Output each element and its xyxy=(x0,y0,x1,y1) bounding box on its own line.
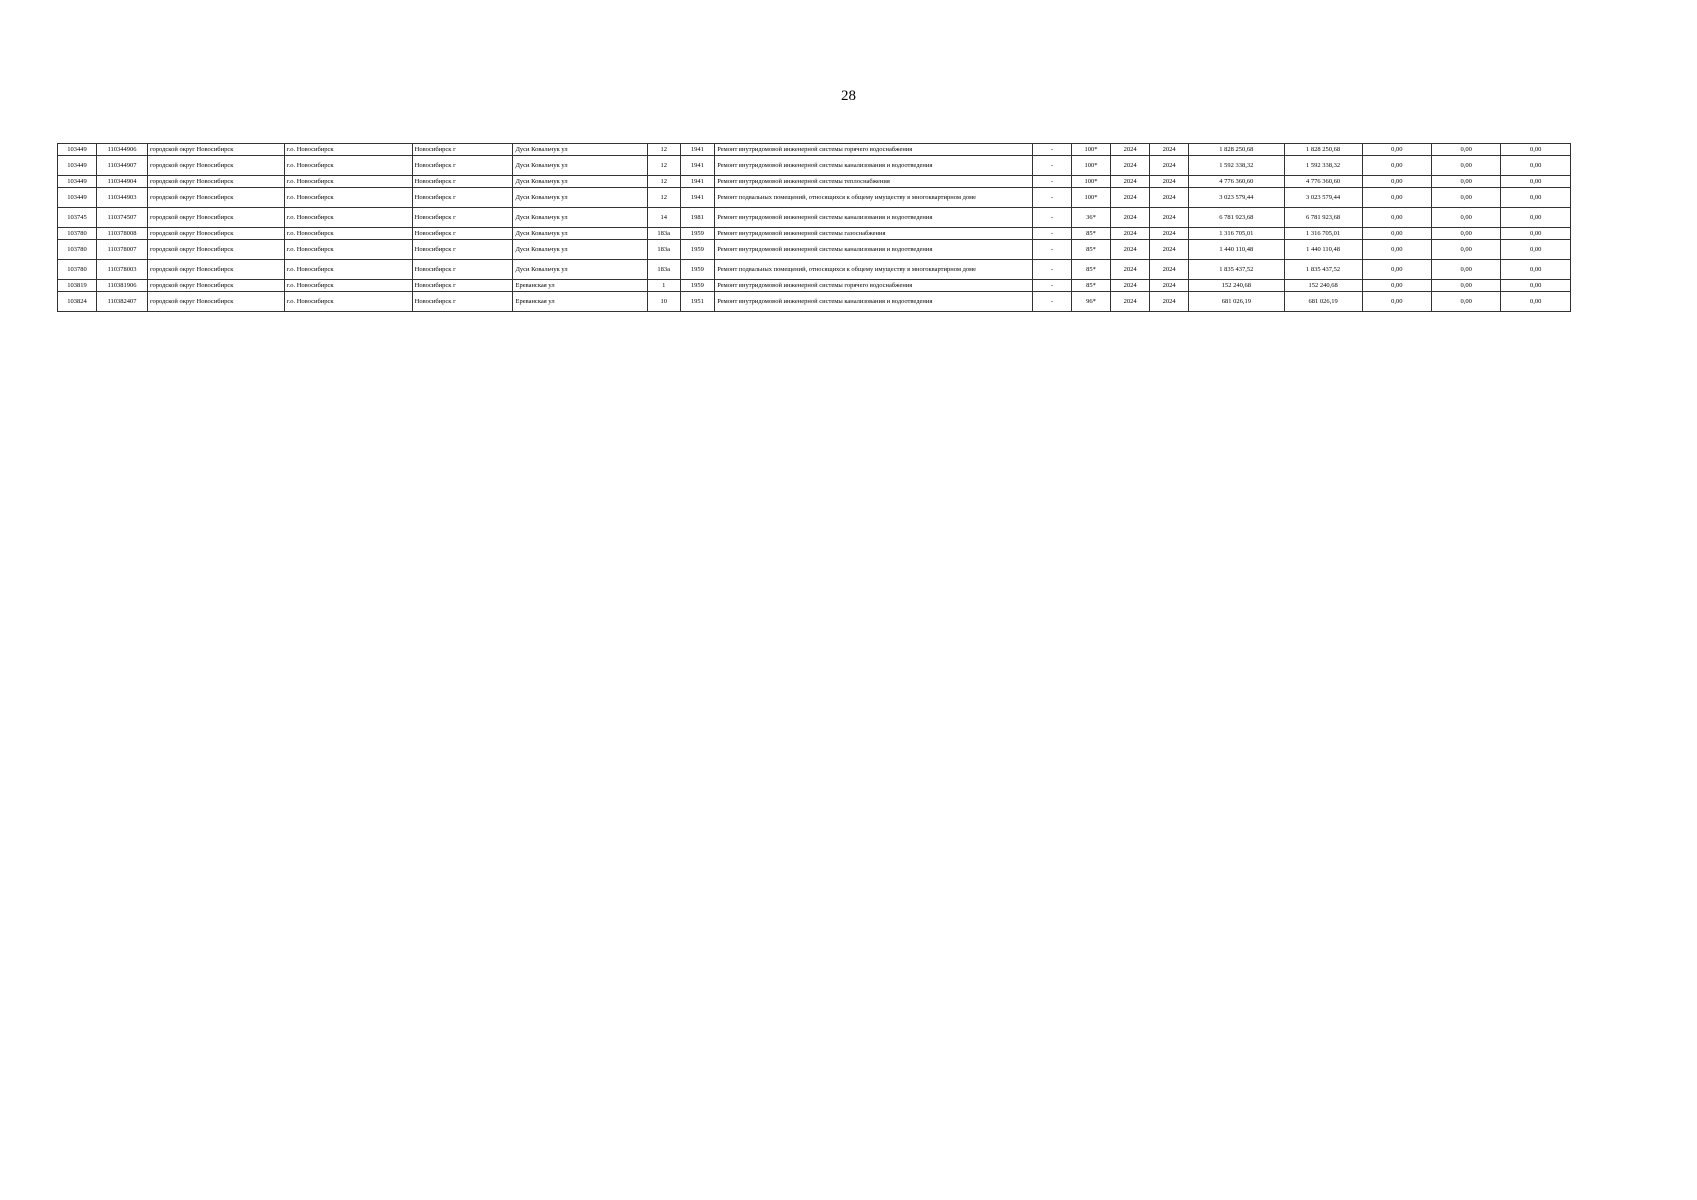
row-code: 103780 xyxy=(58,228,97,240)
row-amount: 6 781 923,68 xyxy=(1284,208,1362,228)
row-code: 103780 xyxy=(58,240,97,260)
row-year-start: 2024 xyxy=(1111,176,1150,188)
row-total: 1 440 110,48 xyxy=(1189,240,1284,260)
row-zero-2: 0,00 xyxy=(1432,208,1501,228)
row-year-end: 2024 xyxy=(1150,240,1189,260)
row-amount: 1 440 110,48 xyxy=(1284,240,1362,260)
row-city: Новосибирск г xyxy=(412,228,513,240)
row-code: 103745 xyxy=(58,208,97,228)
row-total: 4 776 360,60 xyxy=(1189,176,1284,188)
row-amount: 681 026,19 xyxy=(1284,292,1362,312)
row-dash: - xyxy=(1032,208,1071,228)
row-amount: 1 592 338,32 xyxy=(1284,156,1362,176)
row-year: 1951 xyxy=(680,292,715,312)
row-settlement: г.о. Новосибирск xyxy=(284,156,412,176)
row-work: Ремонт подвальных помещений, относящихся к общему имуществу в многоквартирном доме xyxy=(715,188,1033,208)
row-work: Ремонт внутридомовой инженерной системы канализования и водоотведения xyxy=(715,156,1033,176)
row-district: городской округ Новосибирск xyxy=(148,240,285,260)
row-city: Новосибирск г xyxy=(412,292,513,312)
row-zero-3: 0,00 xyxy=(1501,156,1571,176)
row-year-end: 2024 xyxy=(1150,228,1189,240)
row-work: Ремонт подвальных помещений, относящихся к общему имуществу в многоквартирном доме xyxy=(715,260,1033,280)
row-street: Ереванская ул xyxy=(513,280,647,292)
row-amount: 3 023 579,44 xyxy=(1284,188,1362,208)
row-district: городской округ Новосибирск xyxy=(148,144,285,156)
table-row xyxy=(58,280,1571,292)
row-city: Новосибирск г xyxy=(412,176,513,188)
row-zero-2: 0,00 xyxy=(1432,280,1501,292)
works-table-wrapper xyxy=(57,143,1571,312)
row-total: 1 828 250,68 xyxy=(1189,144,1284,156)
row-percent: 85* xyxy=(1072,280,1111,292)
row-street: Дуси Ковальчук ул xyxy=(513,156,647,176)
table-row xyxy=(58,260,1571,280)
row-total: 681 026,19 xyxy=(1189,292,1284,312)
row-settlement: г.о. Новосибирск xyxy=(284,144,412,156)
row-year-end: 2024 xyxy=(1150,280,1189,292)
row-house: 12 xyxy=(647,144,680,156)
row-total: 6 781 923,68 xyxy=(1189,208,1284,228)
row-dash: - xyxy=(1032,144,1071,156)
row-year-start: 2024 xyxy=(1111,156,1150,176)
row-district: городской округ Новосибирск xyxy=(148,228,285,240)
row-zero-3: 0,00 xyxy=(1501,292,1571,312)
row-zero-2: 0,00 xyxy=(1432,228,1501,240)
table-body xyxy=(58,144,1571,312)
row-zero-3: 0,00 xyxy=(1501,176,1571,188)
row-city: Новосибирск г xyxy=(412,144,513,156)
row-dash: - xyxy=(1032,280,1071,292)
row-percent: 100* xyxy=(1072,188,1111,208)
row-street: Дуси Ковальчук ул xyxy=(513,228,647,240)
row-amount: 1 316 705,01 xyxy=(1284,228,1362,240)
row-district: городской округ Новосибирск xyxy=(148,188,285,208)
row-house: 183а xyxy=(647,260,680,280)
row-street: Дуси Ковальчук ул xyxy=(513,188,647,208)
row-year-end: 2024 xyxy=(1150,176,1189,188)
table-row xyxy=(58,156,1571,176)
row-year-start: 2024 xyxy=(1111,228,1150,240)
row-zero-3: 0,00 xyxy=(1501,228,1571,240)
row-year: 1941 xyxy=(680,176,715,188)
row-settlement: г.о. Новосибирск xyxy=(284,228,412,240)
row-district: городской округ Новосибирск xyxy=(148,176,285,188)
row-city: Новосибирск г xyxy=(412,188,513,208)
row-id: 110378007 xyxy=(97,240,148,260)
page-number: 28 xyxy=(841,88,856,104)
row-work: Ремонт внутридомовой инженерной системы канализования и водоотведения xyxy=(715,208,1033,228)
row-house: 183а xyxy=(647,240,680,260)
row-percent: 85* xyxy=(1072,260,1111,280)
row-city: Новосибирск г xyxy=(412,156,513,176)
row-zero-1: 0,00 xyxy=(1362,292,1431,312)
row-zero-2: 0,00 xyxy=(1432,144,1501,156)
row-year: 1981 xyxy=(680,208,715,228)
row-id: 110344906 xyxy=(97,144,148,156)
row-percent: 36* xyxy=(1072,208,1111,228)
row-code: 103449 xyxy=(58,144,97,156)
row-district: городской округ Новосибирск xyxy=(148,280,285,292)
row-amount: 1 828 250,68 xyxy=(1284,144,1362,156)
row-settlement: г.о. Новосибирск xyxy=(284,260,412,280)
row-zero-2: 0,00 xyxy=(1432,240,1501,260)
row-year-start: 2024 xyxy=(1111,292,1150,312)
row-settlement: г.о. Новосибирск xyxy=(284,188,412,208)
row-house: 14 xyxy=(647,208,680,228)
row-percent: 85* xyxy=(1072,228,1111,240)
row-year: 1941 xyxy=(680,144,715,156)
row-zero-3: 0,00 xyxy=(1501,280,1571,292)
row-amount: 152 240,68 xyxy=(1284,280,1362,292)
row-percent: 100* xyxy=(1072,176,1111,188)
row-zero-1: 0,00 xyxy=(1362,280,1431,292)
row-district: городской округ Новосибирск xyxy=(148,260,285,280)
row-year: 1959 xyxy=(680,228,715,240)
row-zero-1: 0,00 xyxy=(1362,228,1431,240)
row-year-end: 2024 xyxy=(1150,260,1189,280)
row-dash: - xyxy=(1032,260,1071,280)
row-zero-2: 0,00 xyxy=(1432,260,1501,280)
row-total: 1 835 437,52 xyxy=(1189,260,1284,280)
row-id: 110378003 xyxy=(97,260,148,280)
row-work: Ремонт внутридомовой инженерной системы горячего водоснабжения xyxy=(715,280,1033,292)
row-zero-1: 0,00 xyxy=(1362,144,1431,156)
row-street: Ереванская ул xyxy=(513,292,647,312)
row-code: 103780 xyxy=(58,260,97,280)
row-zero-3: 0,00 xyxy=(1501,188,1571,208)
row-work: Ремонт внутридомовой инженерной системы канализования и водоотведения xyxy=(715,240,1033,260)
row-house: 183а xyxy=(647,228,680,240)
row-year: 1959 xyxy=(680,240,715,260)
row-code: 103449 xyxy=(58,176,97,188)
row-settlement: г.о. Новосибирск xyxy=(284,280,412,292)
row-zero-2: 0,00 xyxy=(1432,188,1501,208)
row-street: Дуси Ковальчук ул xyxy=(513,176,647,188)
row-id: 110374507 xyxy=(97,208,148,228)
row-code: 103449 xyxy=(58,156,97,176)
works-table xyxy=(57,143,1571,312)
row-work: Ремонт внутридомовой инженерной системы теплоснабжения xyxy=(715,176,1033,188)
row-year-start: 2024 xyxy=(1111,240,1150,260)
row-zero-3: 0,00 xyxy=(1501,208,1571,228)
row-year-start: 2024 xyxy=(1111,208,1150,228)
row-zero-1: 0,00 xyxy=(1362,208,1431,228)
row-id: 110344907 xyxy=(97,156,148,176)
row-percent: 100* xyxy=(1072,144,1111,156)
row-street: Дуси Ковальчук ул xyxy=(513,208,647,228)
row-city: Новосибирск г xyxy=(412,240,513,260)
row-year-start: 2024 xyxy=(1111,280,1150,292)
row-zero-3: 0,00 xyxy=(1501,260,1571,280)
row-year: 1941 xyxy=(680,188,715,208)
row-settlement: г.о. Новосибирск xyxy=(284,176,412,188)
row-settlement: г.о. Новосибирск xyxy=(284,208,412,228)
row-year: 1941 xyxy=(680,156,715,176)
row-zero-1: 0,00 xyxy=(1362,188,1431,208)
row-percent: 85* xyxy=(1072,240,1111,260)
table-row xyxy=(58,176,1571,188)
row-code: 103449 xyxy=(58,188,97,208)
table-row xyxy=(58,228,1571,240)
row-zero-2: 0,00 xyxy=(1432,176,1501,188)
row-year-end: 2024 xyxy=(1150,292,1189,312)
row-id: 110382407 xyxy=(97,292,148,312)
table-row xyxy=(58,240,1571,260)
row-code: 103824 xyxy=(58,292,97,312)
row-zero-1: 0,00 xyxy=(1362,260,1431,280)
row-year: 1959 xyxy=(680,260,715,280)
row-year: 1959 xyxy=(680,280,715,292)
row-street: Дуси Ковальчук ул xyxy=(513,240,647,260)
row-zero-3: 0,00 xyxy=(1501,144,1571,156)
row-id: 110344904 xyxy=(97,176,148,188)
row-dash: - xyxy=(1032,156,1071,176)
row-total: 3 023 579,44 xyxy=(1189,188,1284,208)
row-year-end: 2024 xyxy=(1150,156,1189,176)
row-house: 1 xyxy=(647,280,680,292)
row-city: Новосибирск г xyxy=(412,280,513,292)
table-row xyxy=(58,292,1571,312)
row-house: 12 xyxy=(647,176,680,188)
row-year-start: 2024 xyxy=(1111,188,1150,208)
row-work: Ремонт внутридомовой инженерной системы газоснабжения xyxy=(715,228,1033,240)
row-amount: 1 835 437,52 xyxy=(1284,260,1362,280)
row-street: Дуси Ковальчук ул xyxy=(513,260,647,280)
row-dash: - xyxy=(1032,176,1071,188)
table-row xyxy=(58,144,1571,156)
row-id: 110381906 xyxy=(97,280,148,292)
row-amount: 4 776 360,60 xyxy=(1284,176,1362,188)
row-zero-2: 0,00 xyxy=(1432,156,1501,176)
row-zero-1: 0,00 xyxy=(1362,240,1431,260)
row-total: 1 316 705,01 xyxy=(1189,228,1284,240)
row-id: 110344903 xyxy=(97,188,148,208)
row-year-end: 2024 xyxy=(1150,144,1189,156)
row-dash: - xyxy=(1032,228,1071,240)
row-year-end: 2024 xyxy=(1150,208,1189,228)
row-dash: - xyxy=(1032,188,1071,208)
row-year-start: 2024 xyxy=(1111,260,1150,280)
table-row xyxy=(58,188,1571,208)
row-city: Новосибирск г xyxy=(412,208,513,228)
row-district: городской округ Новосибирск xyxy=(148,156,285,176)
row-settlement: г.о. Новосибирск xyxy=(284,292,412,312)
row-percent: 100* xyxy=(1072,156,1111,176)
row-id: 110378008 xyxy=(97,228,148,240)
row-total: 152 240,68 xyxy=(1189,280,1284,292)
row-work: Ремонт внутридомовой инженерной системы канализования и водоотведения xyxy=(715,292,1033,312)
table-row xyxy=(58,208,1571,228)
row-dash: - xyxy=(1032,292,1071,312)
row-street: Дуси Ковальчук ул xyxy=(513,144,647,156)
row-house: 10 xyxy=(647,292,680,312)
row-settlement: г.о. Новосибирск xyxy=(284,240,412,260)
row-district: городской округ Новосибирск xyxy=(148,292,285,312)
row-zero-1: 0,00 xyxy=(1362,176,1431,188)
row-city: Новосибирск г xyxy=(412,260,513,280)
row-zero-1: 0,00 xyxy=(1362,156,1431,176)
row-percent: 96* xyxy=(1072,292,1111,312)
row-work: Ремонт внутридомовой инженерной системы горячего водоснабжения xyxy=(715,144,1033,156)
row-house: 12 xyxy=(647,156,680,176)
row-zero-2: 0,00 xyxy=(1432,292,1501,312)
row-dash: - xyxy=(1032,240,1071,260)
row-total: 1 592 338,32 xyxy=(1189,156,1284,176)
row-year-start: 2024 xyxy=(1111,144,1150,156)
row-year-end: 2024 xyxy=(1150,188,1189,208)
row-code: 103819 xyxy=(58,280,97,292)
row-zero-3: 0,00 xyxy=(1501,240,1571,260)
row-house: 12 xyxy=(647,188,680,208)
row-district: городской округ Новосибирск xyxy=(148,208,285,228)
